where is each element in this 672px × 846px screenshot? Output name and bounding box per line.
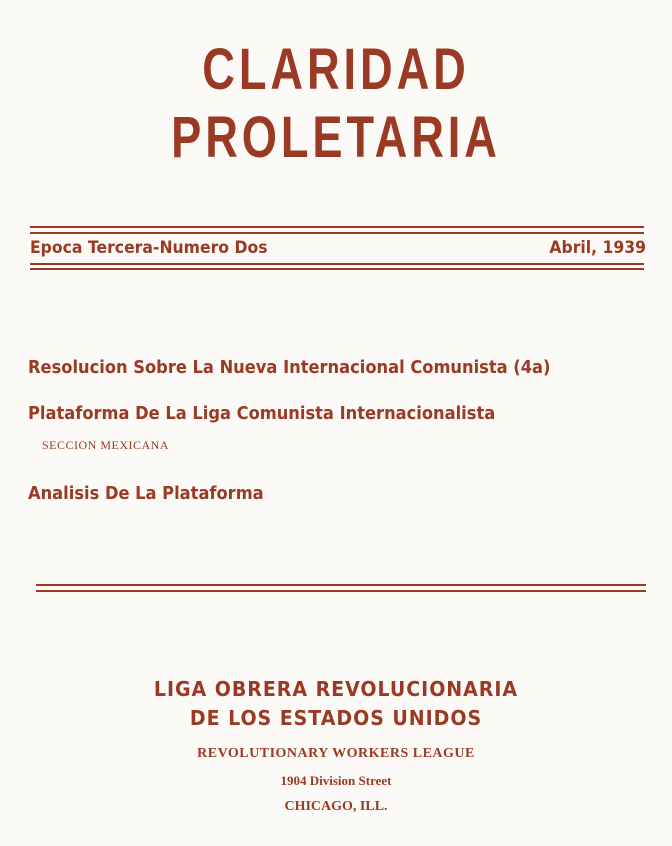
publisher-street: 1904 Division Street	[280, 773, 392, 788]
contents-item-resolucion: Resolucion Sobre La Nueva Internacional Comunista (4a)	[28, 358, 551, 378]
issue-rule-upper	[30, 263, 644, 265]
masthead-title-line2: PROLETARIA	[171, 105, 501, 170]
bottom-rule-upper	[36, 584, 646, 586]
publisher-name-line1: LIGA OBRERA REVOLUCIONARIA	[153, 677, 519, 701]
publisher-city: CHICAGO, ILL.	[284, 799, 388, 814]
bottom-rule-lower	[36, 590, 646, 592]
issue-edition: Epoca Tercera-Numero Dos	[30, 238, 268, 258]
masthead-title-line1: CLARIDAD	[202, 37, 470, 102]
contents-item-analisis: Analisis De La Plataforma	[28, 484, 264, 504]
publisher-english-name: REVOLUTIONARY WORKERS LEAGUE	[197, 746, 475, 761]
contents-subsection: SECCION MEXICANA	[42, 438, 170, 452]
issue-rule-lower	[30, 268, 644, 270]
publisher-name-line2: DE LOS ESTADOS UNIDOS	[189, 706, 483, 730]
top-rule-lower	[30, 232, 644, 234]
top-rule-upper	[30, 226, 644, 228]
issue-date: Abril, 1939	[549, 238, 646, 258]
contents-item-plataforma: Plataforma De La Liga Comunista Internacionalista	[28, 404, 496, 424]
